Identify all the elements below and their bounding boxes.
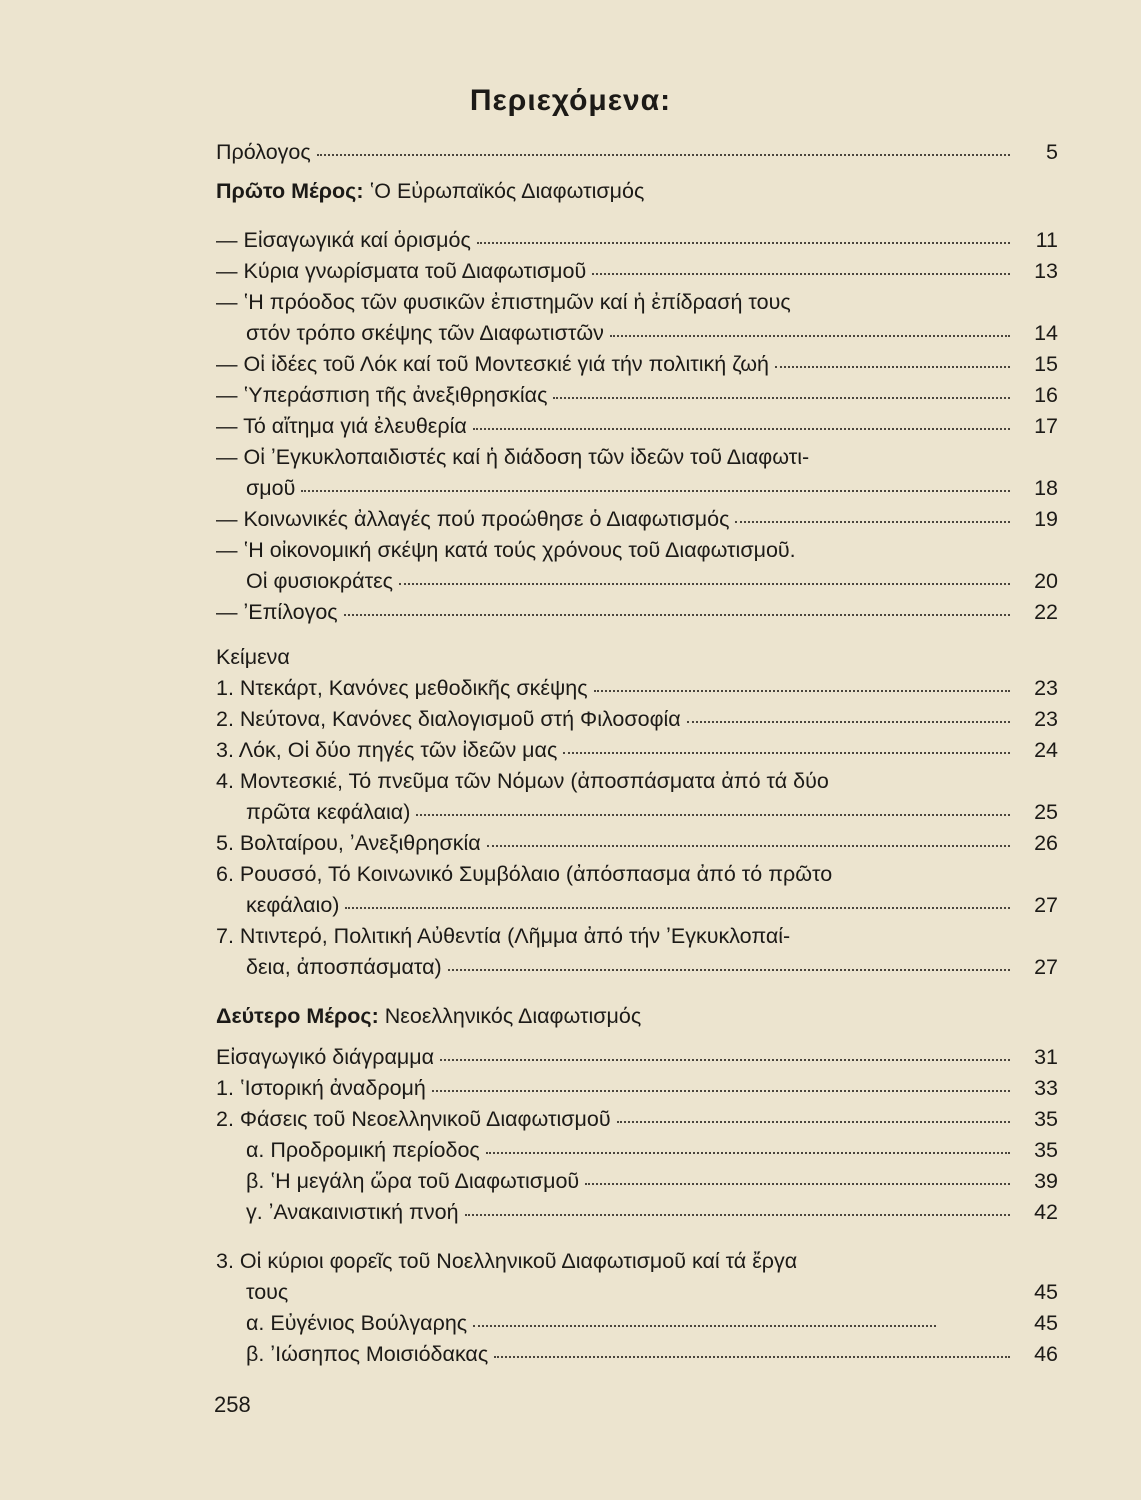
- toc-entry-label: β. ʼΙώσηπος Μοισιόδακας: [246, 1342, 489, 1366]
- toc-entry-label-cont: τους: [246, 1280, 289, 1304]
- toc-entry-label: 5. Βολταίρου, ʼΑνεξιθρησκία: [216, 831, 481, 855]
- toc-entry-label: α. Εὐγένιος Βούλγαρης: [246, 1311, 468, 1335]
- toc-entry: [216, 476, 1058, 507]
- toc-entry: [216, 1169, 1058, 1200]
- toc-entry-label: — Κοινωνικές ἀλλαγές πού προώθησε ὁ Διαφωτισμός: [216, 507, 730, 531]
- toc-page-number: 42: [1034, 1200, 1058, 1224]
- dot-leader: [317, 153, 1010, 156]
- toc-page-number: 15: [1034, 352, 1058, 376]
- toc-entry-label: 1. ʽΙστορική ἀναδρομή: [216, 1076, 426, 1100]
- toc-entry-label: — ʽΗ πρόοδος τῶν φυσικῶν ἐπιστημῶν καί ἡ ἐπίδρασή τους: [216, 290, 791, 314]
- toc-page-number: 31: [1034, 1045, 1058, 1069]
- toc-page-number: 27: [1034, 893, 1058, 917]
- dot-leader: [610, 334, 1010, 337]
- toc-entry-label: 4. Μοντεσκιέ, Τό πνεῦμα τῶν Νόμων (ἀποσπάσματα ἀπό τά δύο: [216, 769, 829, 793]
- toc-entry-label: — Κύρια γνωρίσματα τοῦ Διαφωτισμοῦ: [216, 259, 587, 283]
- toc-entry: [216, 955, 1058, 986]
- dot-leader: [486, 1151, 1010, 1154]
- toc-entry: [216, 707, 1058, 738]
- toc-entry-label-cont: σμοῦ: [246, 476, 296, 500]
- dot-leader: [487, 844, 1010, 847]
- toc-entry-label: Πρόλογος: [216, 140, 311, 164]
- toc-entry: [216, 1280, 1058, 1311]
- toc-entry-prologue: [216, 140, 1058, 171]
- toc-page-number: 45: [1034, 1280, 1058, 1304]
- toc-entry-label-cont: στόν τρόπο σκέψης τῶν Διαφωτιστῶν: [246, 321, 604, 345]
- dot-leader: [775, 365, 1010, 368]
- toc-page-number: 19: [1034, 507, 1058, 531]
- toc-entry: [216, 831, 1058, 862]
- toc-page-number: 20: [1034, 569, 1058, 593]
- toc-entry-label: — ʼΕπίλογος: [216, 600, 338, 624]
- part2-label: Δεύτερο Μέρος:: [216, 1004, 379, 1028]
- dot-leader: [594, 689, 1010, 692]
- toc-entry-label-cont: πρῶτα κεφάλαια): [246, 800, 411, 824]
- dot-leader: [344, 613, 1010, 616]
- toc-page-number: 33: [1034, 1076, 1058, 1100]
- dot-leader: [416, 813, 1010, 816]
- toc-entry: [216, 600, 1058, 631]
- dot-leader: [585, 1182, 1010, 1185]
- dot-leader: [687, 720, 1010, 723]
- toc-page-number: 5: [1046, 140, 1058, 164]
- part2-heading: [216, 1004, 1058, 1035]
- toc-entry-label: α. Προδρομική περίοδος: [246, 1138, 480, 1162]
- toc-entry-label-cont: κεφάλαιο): [246, 893, 340, 917]
- dot-leader: [617, 1120, 1010, 1123]
- toc-entry: [216, 1045, 1058, 1076]
- dot-leader: [473, 427, 1010, 430]
- toc-entry-label: — Εἰσαγωγικά καί ὁρισμός: [216, 228, 471, 252]
- part1-heading: [216, 179, 1058, 210]
- toc-page-number: 14: [1034, 321, 1058, 345]
- toc-entry-label-cont: δεια, ἀποσπάσματα): [246, 955, 442, 979]
- toc-page-number: 26: [1034, 831, 1058, 855]
- table-of-contents: [216, 140, 1058, 1373]
- texts-heading: Κείμενα: [216, 645, 290, 669]
- toc-entry: [216, 1107, 1058, 1138]
- dot-leader: [448, 968, 1010, 971]
- toc-entry-label: — Τό αἴτημα γιά ἐλευθερία: [216, 414, 467, 438]
- dot-leader: [473, 1324, 936, 1327]
- dot-leader: [477, 241, 1010, 244]
- toc-entry-label: 3. Οἱ κύριοι φορεῖς τοῦ Νοελληνικοῦ Διαφωτισμοῦ καί τά ἔργα: [216, 1249, 798, 1273]
- toc-page-number: 46: [1034, 1342, 1058, 1366]
- toc-entry: [216, 676, 1058, 707]
- dot-leader: [592, 272, 1010, 275]
- toc-entry-label: 2. Νεύτονα, Κανόνες διαλογισμοῦ στή Φιλοσοφία: [216, 707, 681, 731]
- toc-entry: [216, 569, 1058, 600]
- toc-entry-label: γ. ʼΑνακαινιστική πνοή: [246, 1200, 459, 1224]
- toc-page-number: 39: [1034, 1169, 1058, 1193]
- toc-entry: [216, 1311, 1058, 1342]
- toc-page-number: 22: [1034, 600, 1058, 624]
- dot-leader: [440, 1058, 1010, 1061]
- toc-page-number: 18: [1034, 476, 1058, 500]
- toc-page-number: 25: [1034, 800, 1058, 824]
- dot-leader: [465, 1213, 1010, 1216]
- dot-leader: [399, 582, 1010, 585]
- toc-entry: [216, 259, 1058, 290]
- toc-entry: [216, 321, 1058, 352]
- toc-entry: [216, 1200, 1058, 1231]
- toc-entry: [216, 738, 1058, 769]
- toc-page-number: 27: [1034, 955, 1058, 979]
- toc-page-number: 24: [1034, 738, 1058, 762]
- toc-entry: [216, 352, 1058, 383]
- toc-entry-label: — Οἱ ἰδέες τοῦ Λόκ καί τοῦ Μοντεσκιέ γιά τήν πολιτική ζωή: [216, 352, 769, 376]
- toc-entry-label: — ʽΗ οἰκονομική σκέψη κατά τούς χρόνους τοῦ Διαφωτισμοῦ.: [216, 538, 796, 562]
- page-number: 258: [214, 1392, 251, 1417]
- part2-subtitle: Νεοελληνικός Διαφωτισμός: [384, 1004, 642, 1028]
- toc-entry: [216, 800, 1058, 831]
- toc-entry-label-cont: Οἱ φυσιοκράτες: [246, 569, 394, 593]
- toc-page-number: 35: [1034, 1107, 1058, 1131]
- toc-entry-label: Εἰσαγωγικό διάγραμμα: [216, 1045, 435, 1069]
- toc-entry: [216, 1076, 1058, 1107]
- toc-page-number: 23: [1034, 707, 1058, 731]
- page-title: Περιεχόμενα:: [469, 84, 672, 117]
- dot-leader: [735, 520, 1010, 523]
- toc-entry: [216, 893, 1058, 924]
- dot-leader: [345, 906, 1010, 909]
- dot-leader: [432, 1089, 1010, 1092]
- toc-entry-label: 6. Ρουσσό, Τό Κοινωνικό Συμβόλαιο (ἀπόσπασμα ἀπό τό πρῶτο: [216, 862, 833, 886]
- toc-entry: [216, 1342, 1058, 1373]
- dot-leader: [301, 489, 1010, 492]
- toc-entry-label: 7. Ντιντερό, Πολιτική Αὐθεντία (Λῆμμα ἀπό τήν ʼΕγκυκλοπαί-: [216, 924, 791, 948]
- toc-entry: [216, 414, 1058, 445]
- part1-label: Πρῶτο Μέρος:: [216, 179, 364, 203]
- toc-entry: [216, 507, 1058, 538]
- toc-entry-label: 2. Φάσεις τοῦ Νεοελληνικοῦ Διαφωτισμοῦ: [216, 1107, 611, 1131]
- dot-leader: [553, 396, 1010, 399]
- toc-page-number: 35: [1034, 1138, 1058, 1162]
- toc-page-number: 16: [1034, 383, 1058, 407]
- toc-page-number: 45: [1034, 1311, 1058, 1335]
- toc-entry-label: — ʽΥπεράσπιση τῆς ἀνεξιθρησκίας: [216, 383, 548, 407]
- dot-leader: [294, 1295, 1010, 1296]
- toc-entry-label: — Οἱ ʼΕγκυκλοπαιδιστές καί ἡ διάδοση τῶν ἰδεῶν τοῦ Διαφωτι-: [216, 445, 810, 469]
- toc-entry: [216, 228, 1058, 259]
- dot-leader: [494, 1355, 1010, 1358]
- toc-page-number: 23: [1034, 676, 1058, 700]
- toc-entry-label: 1. Ντεκάρτ, Κανόνες μεθοδικῆς σκέψης: [216, 676, 588, 700]
- toc-entry: [216, 1138, 1058, 1169]
- toc-entry-label: β. ʽΗ μεγάλη ὥρα τοῦ Διαφωτισμοῦ: [246, 1169, 580, 1193]
- toc-entry-label: 3. Λόκ, Οἱ δύο πηγές τῶν ἰδεῶν μας: [216, 738, 558, 762]
- dot-leader: [563, 751, 1010, 754]
- part1-subtitle: ʽΟ Εὐρωπαϊκός Διαφωτισμός: [369, 179, 645, 203]
- toc-entry: [216, 383, 1058, 414]
- toc-page-number: 17: [1034, 414, 1058, 438]
- toc-page-number: 11: [1035, 228, 1058, 252]
- toc-page-number: 13: [1034, 259, 1058, 283]
